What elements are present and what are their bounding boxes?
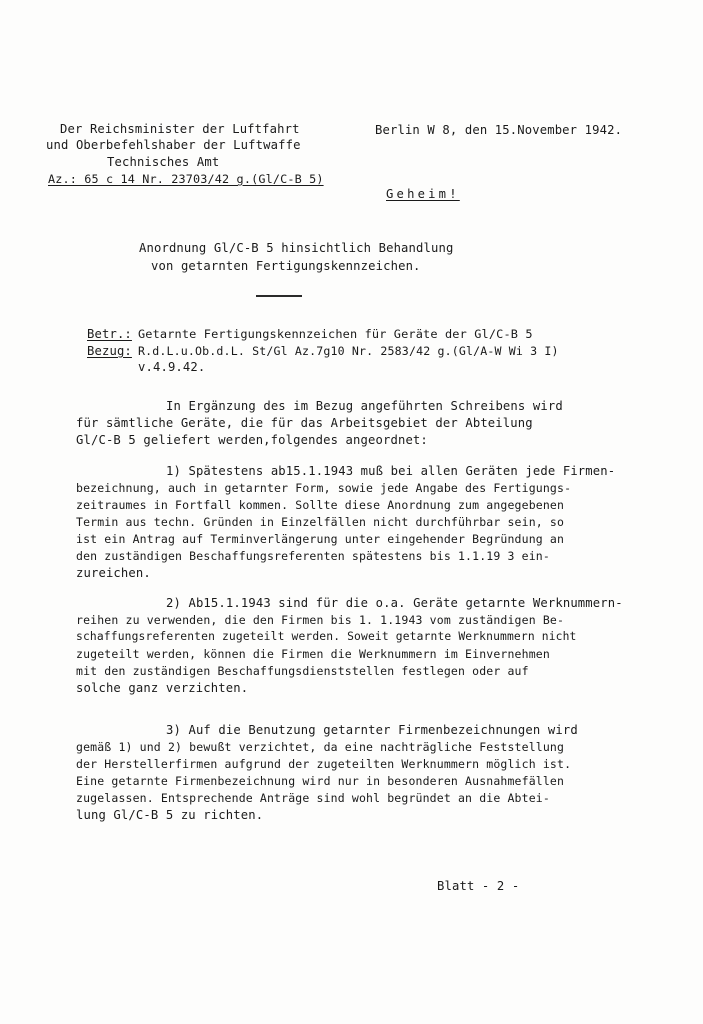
para2-line: 2) Ab15.1.1943 sind für die o.a. Geräte getarnte Werknummern- [166, 596, 623, 610]
para2-line: zugeteilt werden, können die Firmen die Werknummern im Einvernehmen [76, 647, 550, 661]
intro-line: Gl/C-B 5 geliefert werden,folgendes angeordnet: [76, 433, 428, 447]
betr-label: Betr.: [87, 327, 132, 341]
betr-text: Getarnte Fertigungskennzeichen für Geräte der Gl/C-B 5 [138, 327, 533, 341]
para1-line: Termin aus techn. Gründen in Einzelfällen nicht durchführbar sein, so [76, 515, 565, 529]
para3-line: 3) Auf die Benutzung getarnter Firmenbezeichnungen wird [166, 723, 578, 737]
para1-line: zeitraumes in Fortfall kommen. Sollte diese Anordnung zum angegebenen [76, 498, 565, 512]
classification-stamp: Geheim! [386, 187, 460, 201]
title-line-1: Anordnung Gl/C-B 5 hinsichtlich Behandlung [139, 241, 454, 255]
sender-line-2: und Oberbefehlshaber der Luftwaffe [46, 138, 301, 152]
bezug-date: v.4.9.42. [138, 360, 206, 374]
para1-line: den zuständigen Beschaffungsreferenten spätestens bis 1.1.19 3 ein- [76, 549, 550, 563]
place-date: Berlin W 8, den 15.November 1942. [375, 123, 623, 137]
bezug-label: Bezug: [87, 344, 132, 358]
intro-line: In Ergänzung des im Bezug angeführten Schreibens wird [166, 399, 563, 413]
para1-line: ist ein Antrag auf Terminverlängerung unter eingehender Begründung an [76, 532, 565, 546]
para3-line: der Herstellerfirmen aufgrund der zugeteilten Werknummern möglich ist. [76, 757, 572, 771]
para2-line: schaffungsreferenten zugeteilt werden. Soweit getarnte Werknummern nicht [76, 630, 577, 643]
sender-line-3: Technisches Amt [107, 155, 220, 169]
para2-line: reihen zu verwenden, die den Firmen bis 1. 1.1943 vom zuständigen Be- [76, 613, 565, 627]
para2-line: solche ganz verzichten. [76, 681, 249, 695]
para1-line: zureichen. [76, 566, 151, 580]
para1-line: 1) Spätestens ab15.1.1943 muß bei allen Geräten jede Firmen- [166, 464, 616, 478]
para3-line: gemäß 1) und 2) bewußt verzichtet, da eine nachträgliche Feststellung [76, 740, 565, 754]
title-divider [256, 295, 302, 297]
para2-line: mit den zuständigen Beschaffungsdienststellen festlegen oder auf [76, 664, 529, 678]
page-reference: Blatt - 2 - [437, 879, 520, 893]
file-number: Az.: 65 c 14 Nr. 23703/42 g.(Gl/C-B 5) [48, 172, 324, 186]
intro-line: für sämtliche Geräte, die für das Arbeitsgebiet der Abteilung [76, 416, 533, 430]
title-line-2: von getarnten Fertigungskennzeichen. [151, 259, 421, 273]
sender-line-1: Der Reichsminister der Luftfahrt [60, 122, 300, 136]
para3-line: lung Gl/C-B 5 zu richten. [76, 808, 264, 822]
para3-line: zugelassen. Entsprechende Anträge sind wohl begründet an die Abtei- [76, 791, 550, 805]
para3-line: Eine getarnte Firmenbezeichnung wird nur in besonderen Ausnahmefällen [76, 774, 565, 788]
bezug-text: R.d.L.u.Ob.d.L. St/Gl Az.7g10 Nr. 2583/42 g.(Gl/A-W Wi 3 I) [138, 344, 559, 358]
para1-line: bezeichnung, auch in getarnter Form, sowie jede Angabe des Fertigungs- [76, 481, 572, 495]
